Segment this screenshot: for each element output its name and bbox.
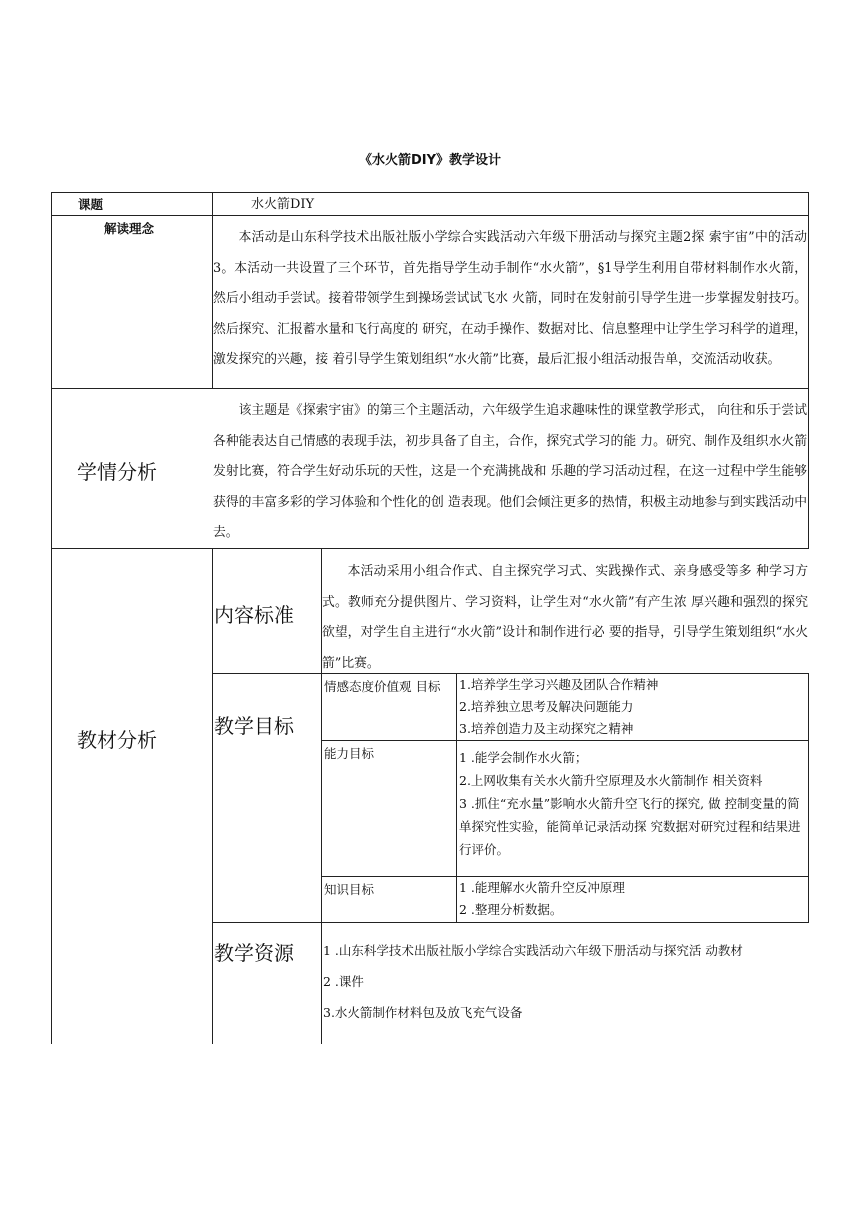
goal-ability-item: 2.上网收集有关水火箭升空原理及水火箭制作 相关资料 [459, 773, 763, 788]
goal-affective-item: 2.培养独立思考及解决问题能力 [459, 699, 634, 714]
content-standard-paragraph: 本活动采用小组合作式、自主探究学习式、实践操作式、亲身感受等多 种学习方式。教师充分提供图片、学习资料，让学生对“水火箭”有产生浓 厚兴趣和强烈的探究欲望，对学生自主进行“水火箭”设计和制作进行必 要的指导，引导学生策划组织“水火箭”比赛。 [322, 564, 808, 671]
student-analysis-label: 学情分析 [77, 460, 157, 484]
document-title: 《水火箭DIY》教学设计 [358, 153, 502, 168]
row-line-student [51, 548, 809, 549]
goal-affective-list [459, 674, 807, 740]
teaching-resources-list [323, 935, 808, 1028]
material-analysis-label: 教材分析 [77, 728, 157, 752]
row-line-topic [51, 215, 809, 216]
goal-ability-label: 能力目标 [324, 746, 375, 761]
table-border-right-top [808, 192, 809, 388]
table-border-right-goals [808, 673, 809, 923]
goal-ability-item: 3 .抓住“充水量”影响水火箭升空飞行的探究, 做 控制变量的简单探究性实验，能简单记录活动探 究数据对研究过程和结果进行评价。 [459, 796, 801, 857]
goal-ability-item: 1 .能学会制作水火箭； [459, 750, 588, 765]
goal-knowledge-item: 1 .能理解水火箭升空反冲原理 [459, 880, 625, 895]
col-sep-goals [456, 673, 457, 923]
concept-paragraph: 本活动是山东科学技术出版社版小学综合实践活动六年级下册活动与探究主题2探 索宇宙”中的活动3。本活动一共设置了三个环节，首先指导学生动手制作“水火箭”，§1导学生利用自带材料制作水火箭，然后小组动手尝试。接着带领学生到操场尝试试飞水 火箭，同时在发射前引导学生进一步掌握发射技巧。然后探究、汇报蓄水量和飞行高度的 研究，在动手操作、数据对比、信息整理中让学生学习科学的道理，激发探究的兴趣，接 着引导学生策划组织“水火箭”比赛，最后汇报小组活动报告单，交流活动收获。 [213, 230, 807, 367]
content-standard-label: 内容标准 [214, 603, 294, 627]
table-border-left [51, 192, 52, 1044]
goal-affective-label: 情感态度价值观 目标 [324, 679, 441, 694]
goal-affective-item: 1.培养学生学习兴趣及团队合作精神 [459, 677, 659, 692]
topic-label: 课题 [78, 197, 104, 212]
resource-item: 2 .课件 [323, 974, 364, 989]
teaching-resources-label: 教学资源 [214, 941, 294, 965]
concept-label: 解读理念 [104, 221, 155, 236]
topic-value: 水火箭DIY [251, 197, 315, 212]
resource-item: 3.水火箭制作材料包及放飞充气设备 [323, 1005, 523, 1020]
row-line-concept [51, 388, 809, 389]
resource-item: 1 .山东科学技术出版社版小学综合实践活动六年级下册活动与探究活 动教材 [323, 943, 743, 958]
goal-ability-list [459, 746, 807, 861]
col-sep-material [212, 548, 213, 1044]
student-analysis-paragraph: 该主题是《探索宇宙》的第三个主题活动，六年级学生追求趣味性的课堂教学形式， 向往和乐于尝试各种能表达自己情感的表现手法，初步具备了自主，合作，探究式学习的能 力。研究、制作及组织水火箭发射比赛，符合学生好动乐玩的天性，这是一个充满挑战和 乐趣的学习活动过程，在这一过程中学生能够获得的丰富多彩的学习体验和个性化的创 造表现。他们会倾注更多的热情，积极主动地参与到实践活动中去。 [213, 403, 807, 540]
goal-affective-item: 3.培养创造力及主动探究之精神 [459, 721, 634, 736]
teaching-goals-label: 教学目标 [214, 714, 294, 738]
row-line-goals [212, 922, 809, 923]
goal-knowledge-item: 2 .整理分析数据。 [459, 902, 563, 917]
goal-knowledge-list [459, 877, 807, 921]
row-line-goal1 [321, 740, 809, 741]
row-line-top [51, 192, 809, 193]
goal-knowledge-label: 知识目标 [324, 882, 375, 897]
table-border-right-mid [808, 388, 809, 548]
